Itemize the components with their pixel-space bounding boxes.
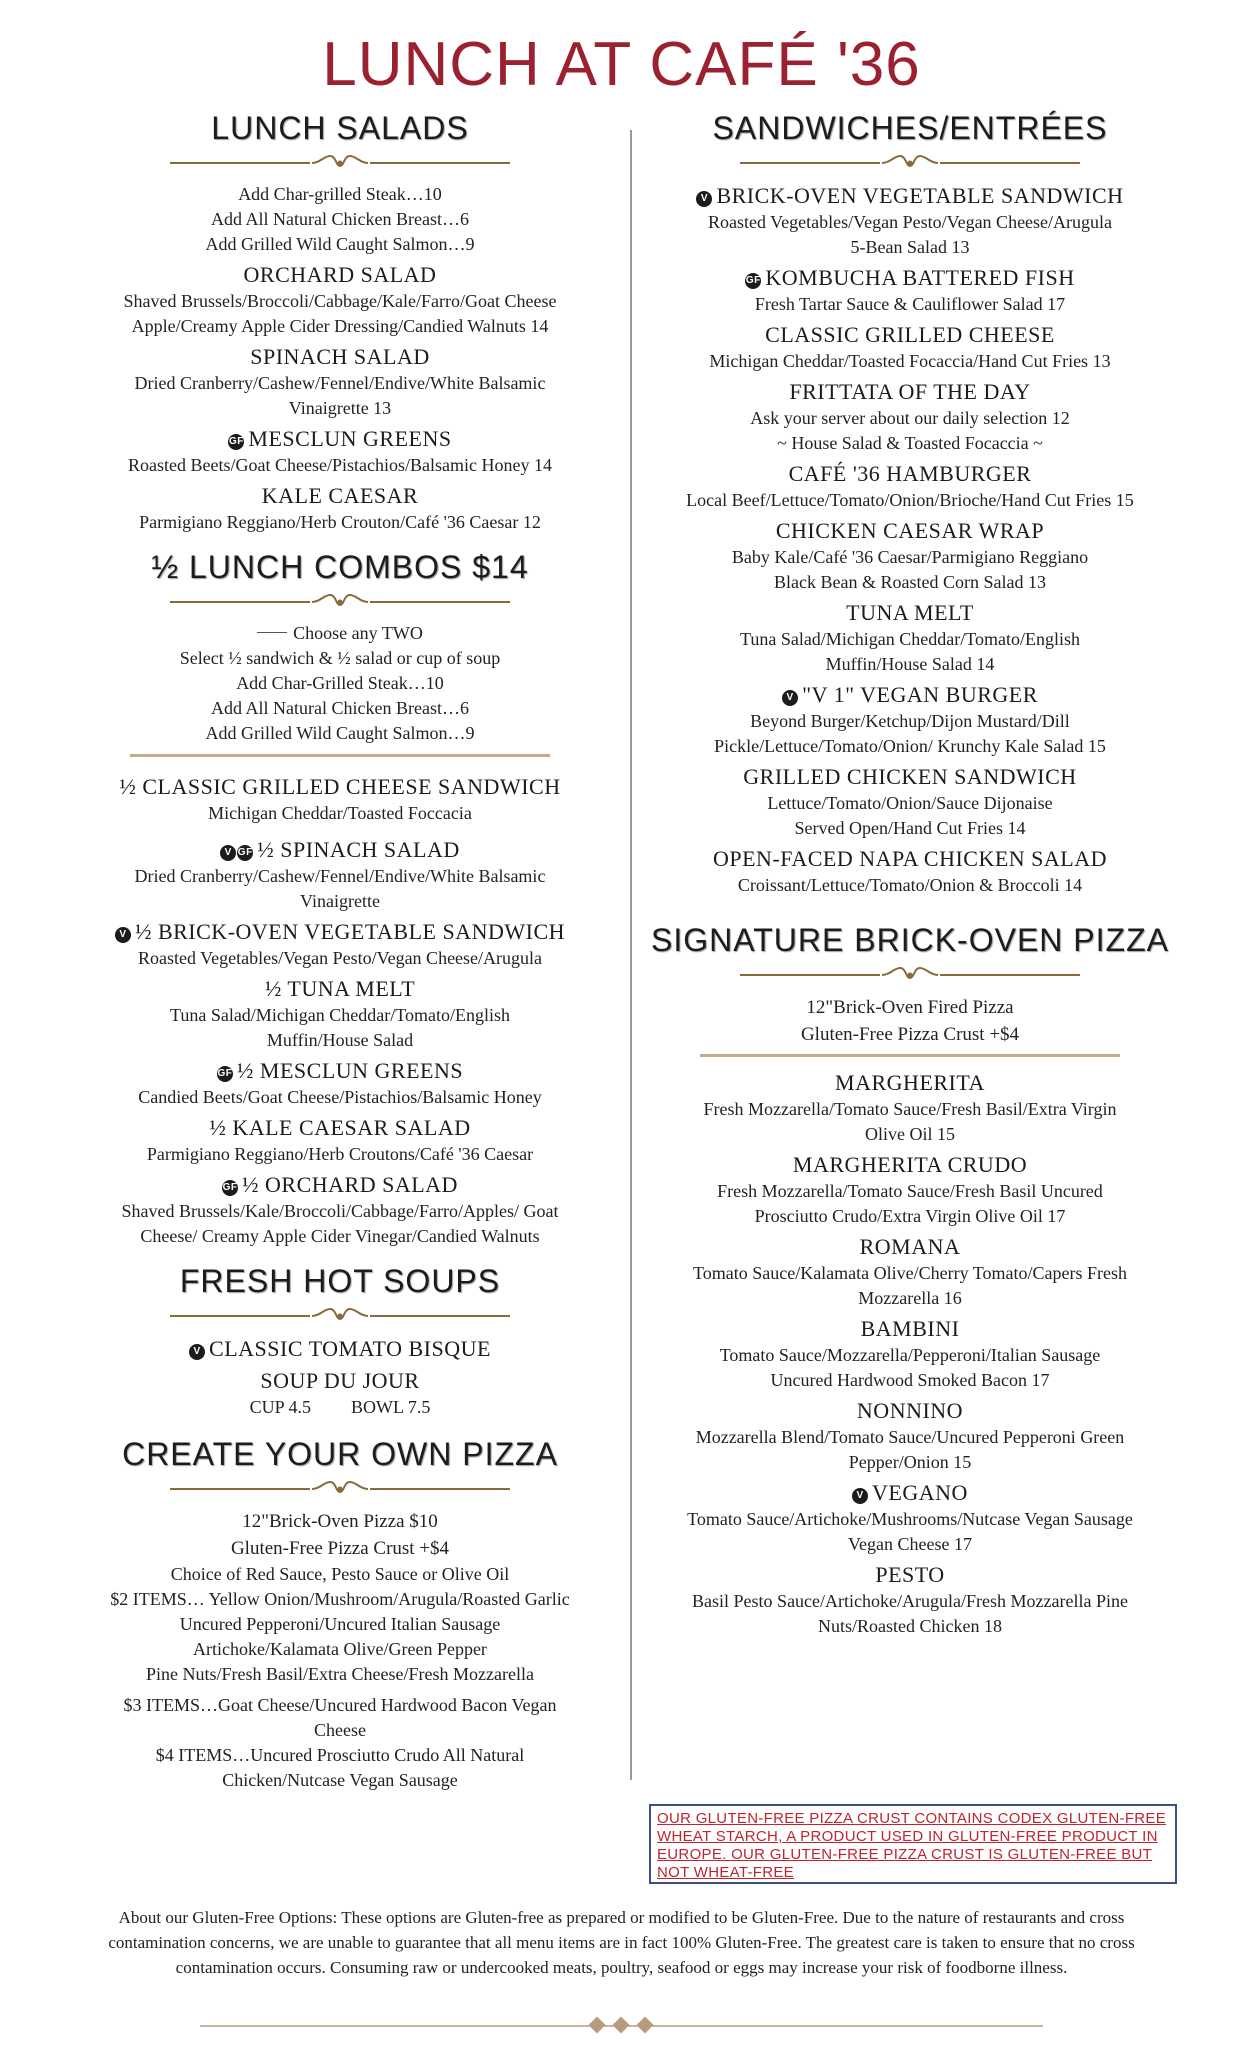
- soups-heading: FRESH HOT SOUPS: [179, 1263, 501, 1299]
- menu-item-vegetable-sandwich: V BRICK-OVEN VEGETABLE SANDWICH Roasted Vegetables/Vegan Pesto/Vegan Cheese/Arugula 5-Bean Salad 13: [640, 182, 1180, 260]
- pizza-margherita: MARGHERITA Fresh Mozzarella/Tomato Sauce/Fresh Basil/Extra Virgin Olive Oil 15: [703, 1070, 1117, 1144]
- gf-badge-icon: GF: [745, 273, 761, 289]
- v-badge-icon: V: [782, 690, 798, 706]
- pizza-pesto: PESTO Basil Pesto Sauce/Artichoke/Arugula/Fresh Mozzarella Pine Nuts/Roasted Chicken 18: [692, 1562, 1128, 1636]
- bottom-ornament: [200, 2015, 1043, 2037]
- combo-item-tuna-melt: ½ TUNA MELT Tuna Salad/Michigan Cheddar/Tomato/English Muffin/House Salad: [169, 976, 511, 1050]
- sandwiches-heading: SANDWICHES/ENTRÉES: [712, 110, 1108, 146]
- lunch-salads-heading: LUNCH SALADS: [211, 110, 469, 146]
- gf-badge-icon: GF: [217, 1066, 233, 1082]
- combos-heading: ½ LUNCH COMBOS $14: [151, 549, 529, 585]
- combo-item-spinach-salad: V GF ½ SPINACH SALAD Dried Cranberry/Cashew/Fennel/Endive/White Balsamic Vinaigrette: [134, 837, 546, 911]
- ornament-divider: [170, 152, 510, 174]
- pizza-margherita-crudo: MARGHERITA CRUDO Fresh Mozzarella/Tomato Sauce/Fresh Basil Uncured Prosciutto Crudo/Extra Virgin Olive Oil 17: [717, 1152, 1103, 1226]
- signature-pizza-heading: SIGNATURE BRICK-OVEN PIZZA: [651, 922, 1169, 958]
- menu-item-kale-caesar: KALE CAESAR Parmigiano Reggiano/Herb Crouton/Café '36 Caesar 12: [139, 483, 541, 532]
- ornament-divider: [170, 1478, 510, 1500]
- ornament-divider: [740, 964, 1080, 986]
- menu-item-classic-grilled-cheese: CLASSIC GRILLED CHEESE Michigan Cheddar/Toasted Focaccia/Hand Cut Fries 13: [709, 322, 1111, 371]
- v-badge-icon: V: [115, 927, 131, 943]
- menu-item-vegan-burger: V "V 1" VEGAN BURGER Beyond Burger/Ketchup/Dijon Mustard/Dill Pickle/Lettuce/Tomato/Onion/ Krunchy Kale Salad 15: [714, 682, 1106, 756]
- create-pizza-options: Choice of Red Sauce, Pesto Sauce or Olive Oil $2 ITEMS… Yellow Onion/Mushroom/Arugula/Roasted Garlic Uncured Pepperoni/Uncured Italian Sausage Artichoke/Kalamata Olive/Green Pepper Pine Nuts/Fresh Basil/Extra Cheese/Fresh Mozzarella $3 ITEMS…Goat Cheese/Uncured Hardwood Bacon Vegan Cheese $4 ITEMS…Uncured Prosciutto Crudo All Natural Chicken/Nutcase Vegan Sausage: [110, 1564, 570, 1790]
- menu-item-mesclun-greens: GF MESCLUN GREENS Roasted Beets/Goat Cheese/Pistachios/Balsamic Honey 14: [128, 426, 552, 475]
- menu-item-chicken-caesar-wrap: CHICKEN CAESAR WRAP Baby Kale/Café '36 Caesar/Parmigiano Reggiano Black Bean & Roasted Corn Salad 13: [731, 518, 1089, 592]
- signature-pizza-intro: 12"Brick-Oven Fired Pizza Gluten-Free Pizza Crust +$4: [800, 997, 1020, 1045]
- pizza-nonnino: NONNINO Mozzarella Blend/Tomato Sauce/Uncured Pepperoni Green Pepper/Onion 15: [695, 1398, 1125, 1472]
- pizza-bambini: BAMBINI Tomato Sauce/Mozzarella/Pepperoni/Italian Sausage Uncured Hardwood Smoked Bacon 17: [719, 1316, 1101, 1390]
- gf-badge-icon: GF: [222, 1180, 238, 1196]
- menu-item-napa-chicken-salad: OPEN-FACED NAPA CHICKEN SALAD Croissant/Lettuce/Tomato/Onion & Broccoli 14: [712, 846, 1108, 895]
- combo-item-vegetable-sandwich: V ½ BRICK-OVEN VEGETABLE SANDWICH Roasted Vegetables/Vegan Pesto/Vegan Cheese/Arugula: [60, 918, 620, 971]
- menu-item-orchard-salad: ORCHARD SALAD Shaved Brussels/Broccoli/Cabbage/Kale/Farro/Goat Cheese Apple/Creamy Apple Cider Dressing/Candied Walnuts 14: [123, 262, 557, 336]
- ornament-divider: [170, 591, 510, 613]
- gf-badge-icon: GF: [237, 845, 253, 861]
- gluten-free-notice: OUR GLUTEN-FREE PIZZA CRUST CONTAINS CODEX GLUTEN-FREE WHEAT STARCH, A PRODUCT USED IN GLUTEN-FREE PRODUCT IN EUROPE. OUR GLUTEN-FREE PIZZA CRUST IS GLUTEN-FREE BUT NOT WHEAT-FREE: [649, 1804, 1177, 1884]
- column-divider: [630, 130, 632, 1780]
- menu-item-spinach-salad: SPINACH SALAD Dried Cranberry/Cashew/Fennel/Endive/White Balsamic Vinaigrette 13: [134, 344, 546, 418]
- v-badge-icon: V: [852, 1488, 868, 1504]
- soup-tomato-bisque: V CLASSIC TOMATO BISQUE: [60, 1335, 620, 1363]
- ornament-divider: [740, 152, 1080, 174]
- v-badge-icon: V: [220, 845, 236, 861]
- v-badge-icon: V: [696, 191, 712, 207]
- combo-rule: [130, 754, 550, 757]
- gf-badge-icon: GF: [228, 434, 244, 450]
- page-title: LUNCH AT CAFÉ '36: [322, 30, 921, 99]
- pizza-vegano: V VEGANO Tomato Sauce/Artichoke/Mushrooms/Nutcase Vegan Sausage Vegan Cheese 17: [687, 1480, 1133, 1554]
- footer-disclaimer: About our Gluten-Free Options: These options are Gluten-free as prepared or modified to be Gluten-Free. Due to the nature of restaurants and cross contamination concerns, we are unable to guarantee that all menu items are in fact 100% Gluten-Free. The greatest care is taken to ensure that no cross contamination occurs. Consuming raw or undercooked meats, poultry, seafood or eggs may increase your risk of foodborne illness.: [108, 1908, 1135, 1977]
- signature-pizza-rule: [700, 1054, 1120, 1057]
- ornament-divider: [170, 1305, 510, 1327]
- combo-item-orchard-salad: GF ½ ORCHARD SALAD Shaved Brussels/Kale/Broccoli/Cabbage/Farro/Apples/ Goat Cheese/ Creamy Apple Cider Vinegar/Candied Walnuts: [121, 1172, 559, 1246]
- combo-instructions: Choose any TWO Select ½ sandwich & ½ salad or cup of soup Add Char-Grilled Steak…10 Add All Natural Chicken Breast…6 Add Grilled Wild Caught Salmon…9: [179, 623, 501, 743]
- create-pizza-heading: CREATE YOUR OWN PIZZA: [122, 1436, 558, 1472]
- menu-item-frittata: FRITTATA OF THE DAY Ask your server about our daily selection 12 ~ House Salad & Toasted Focaccia ~: [750, 379, 1070, 453]
- soup-du-jour: SOUP DU JOUR CUP 4.5 BOWL 7.5: [249, 1368, 431, 1417]
- menu-item-hamburger: CAFÉ '36 HAMBURGER Local Beef/Lettuce/Tomato/Onion/Brioche/Hand Cut Fries 15: [686, 461, 1134, 510]
- menu-item-grilled-chicken-sandwich: GRILLED CHICKEN SANDWICH Lettuce/Tomato/Onion/Sauce Dijonaise Served Open/Hand Cut Fries 14: [743, 764, 1077, 838]
- combo-item-kale-caesar: ½ KALE CAESAR SALAD Parmigiano Reggiano/Herb Croutons/Café '36 Caesar: [146, 1115, 534, 1164]
- combo-item-mesclun-greens: GF ½ MESCLUN GREENS Candied Beets/Goat Cheese/Pistachios/Balsamic Honey: [138, 1058, 542, 1107]
- right-column: [640, 108, 1180, 1639]
- pizza-romana: ROMANA Tomato Sauce/Kalamata Olive/Cherry Tomato/Capers Fresh Mozzarella 16: [692, 1234, 1128, 1308]
- left-column: [60, 108, 620, 1793]
- menu-item-kombucha-fish: GF KOMBUCHA BATTERED FISH Fresh Tartar Sauce & Cauliflower Salad 17: [745, 265, 1075, 314]
- salad-addons: Add Char-grilled Steak…10 Add All Natural Chicken Breast…6 Add Grilled Wild Caught Salmon…9: [205, 184, 475, 254]
- combo-item-grilled-cheese: ½ CLASSIC GRILLED CHEESE SANDWICH Michigan Cheddar/Toasted Foccacia: [119, 774, 561, 823]
- create-pizza-intro: 12"Brick-Oven Pizza $10 Gluten-Free Pizza Crust +$4: [230, 1511, 450, 1559]
- v-badge-icon: V: [189, 1344, 205, 1360]
- menu-item-tuna-melt: TUNA MELT Tuna Salad/Michigan Cheddar/Tomato/English Muffin/House Salad 14: [739, 600, 1081, 674]
